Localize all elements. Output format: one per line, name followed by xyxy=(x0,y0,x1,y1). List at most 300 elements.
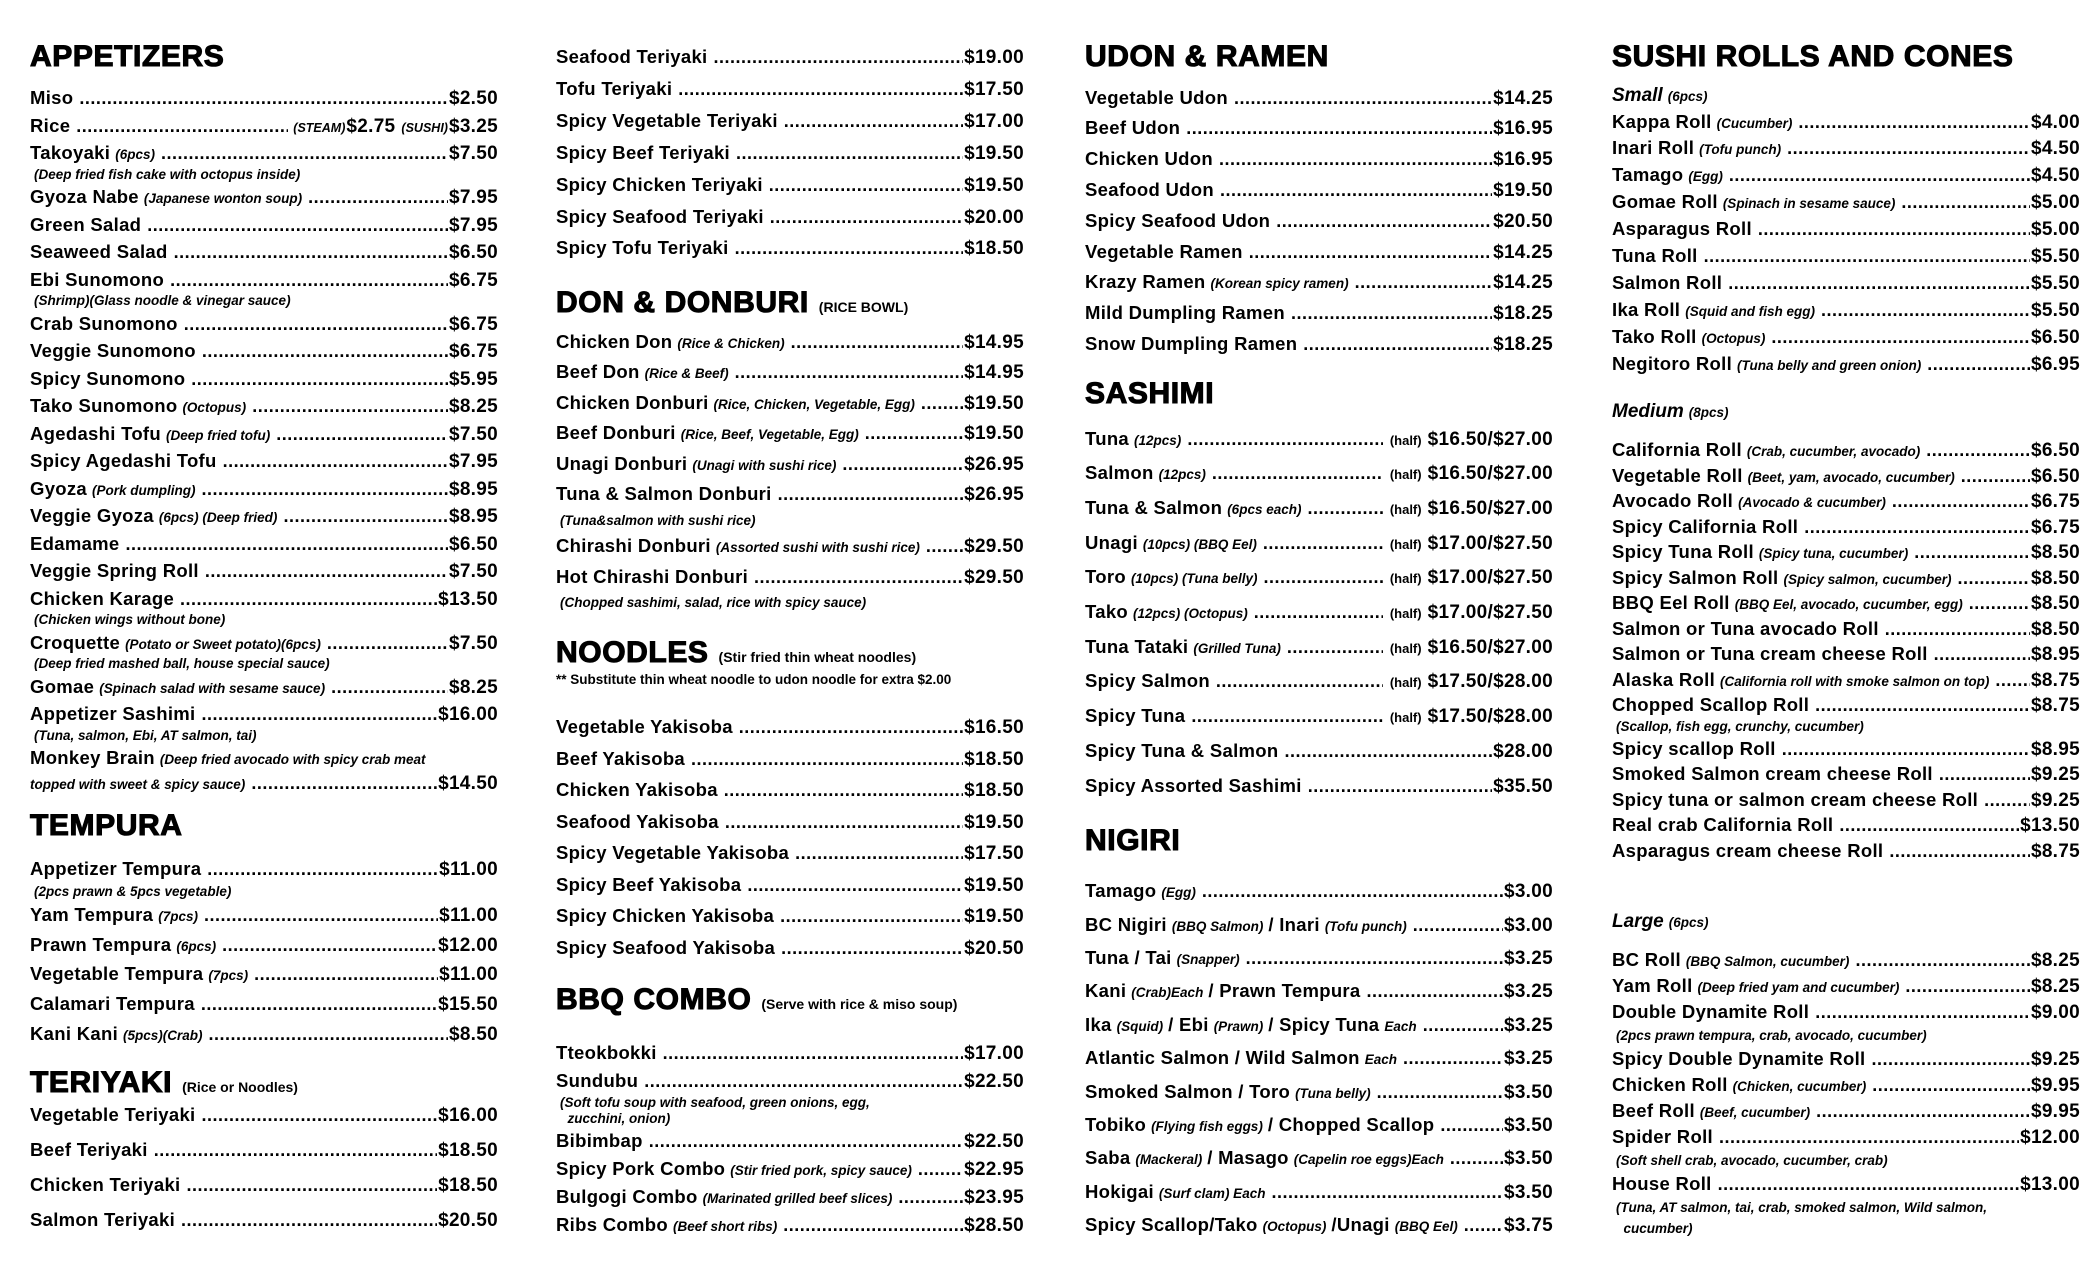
menu-item-chicken-yakisoba xyxy=(556,774,1024,806)
item-name: Spicy Double Dynamite Roll xyxy=(1612,1048,1866,1069)
menu-item-spicy-vegetable-yakisoba xyxy=(556,837,1024,869)
item-description: (Cucumber) xyxy=(1716,115,1793,131)
item-price: $17.50 xyxy=(964,78,1024,100)
item-name: Chicken Donburi xyxy=(556,391,709,413)
item-description: (10pcs) (Tuna belly) xyxy=(1130,571,1258,587)
item-list xyxy=(1612,437,2080,863)
menu-item-atlantic-salmon-wild-salmon xyxy=(1085,1041,1553,1074)
menu-item-alaska-roll xyxy=(1612,667,2080,693)
item-name: Seafood Yakisoba xyxy=(556,810,719,832)
item-price: $4.50 xyxy=(2030,165,2080,187)
item-name: Seafood Teriyaki xyxy=(556,46,708,68)
item-name: Double Dynamite Roll xyxy=(1612,1001,1810,1022)
dot-leader xyxy=(126,531,448,558)
item-name: Asparagus Roll xyxy=(1612,218,1752,240)
item-note: (Deep fried mashed ball, house special sauce) xyxy=(34,656,330,672)
menu-item-spicy-chicken-yakisoba xyxy=(556,900,1024,932)
item-price: $17.50/$28.00 xyxy=(1427,706,1553,728)
item-name: BC Roll xyxy=(1612,949,1681,970)
item-description: (Tofu punch) xyxy=(1699,142,1782,158)
item-description: (Egg) xyxy=(1161,885,1196,901)
item-note: (Tuna, salmon, Ebi, AT salmon, tai) xyxy=(34,727,257,743)
item-name: Salmon or Tuna avocado Roll xyxy=(1612,617,1879,639)
menu-item-tteokbokki xyxy=(556,1039,1024,1067)
item-price: $17.00/$27.50 xyxy=(1427,602,1553,624)
menu-item-spicy-california-roll xyxy=(1612,514,2080,540)
item-description: (6pcs) xyxy=(115,147,155,163)
dot-leader xyxy=(202,476,448,503)
menu-item-bibimbap xyxy=(556,1127,1024,1155)
menu-item-beef-yakisoba xyxy=(556,743,1024,775)
dot-leader xyxy=(76,113,288,140)
dot-leader xyxy=(79,85,448,112)
dot-leader xyxy=(747,870,963,901)
dot-leader xyxy=(725,807,963,838)
dot-leader xyxy=(1728,270,2030,297)
item-name: Spicy Chicken Yakisoba xyxy=(556,905,775,927)
dot-leader xyxy=(170,267,448,294)
item-price: $7.50 xyxy=(448,423,498,445)
item-name: Spicy Vegetable Yakisoba xyxy=(556,842,790,864)
dot-leader xyxy=(1276,206,1492,237)
item-price: $5.95 xyxy=(448,368,498,390)
item-name: Toro xyxy=(1085,566,1126,588)
dot-leader xyxy=(1186,113,1492,144)
item-description: (Octopus) xyxy=(1262,1219,1327,1235)
item-description: (BBQ Salmon, cucumber) xyxy=(1685,954,1850,969)
menu-item-tuna-salmon-donburi xyxy=(556,479,1024,510)
item-description: (12pcs) (Octopus) xyxy=(1133,606,1248,622)
item-price: $22.50 xyxy=(964,1071,1024,1092)
item-name: Salmon Teriyaki xyxy=(30,1208,176,1230)
price-label: (half) xyxy=(1389,606,1422,622)
item-price: $18.25 xyxy=(1493,333,1553,355)
menu-item-spicy-tofu-teriyaki xyxy=(556,232,1024,264)
price-label: (SUSHI) xyxy=(401,120,448,135)
item-description: (Rice & Chicken) xyxy=(677,335,785,351)
item-price: $5.50 xyxy=(2030,272,2080,294)
menu-item-spicy-pork-combo xyxy=(556,1155,1024,1183)
item-price: $16.95 xyxy=(1493,118,1553,140)
item-name: Veggie Sunomono xyxy=(30,340,196,362)
item-price: $9.25 xyxy=(2030,764,2080,786)
menu-item-ika-roll xyxy=(1612,297,2080,324)
dot-leader xyxy=(201,990,437,1019)
item-price: $14.50 xyxy=(438,772,498,794)
menu-item-salmon-or-tuna-cream-cheese-roll xyxy=(1612,641,2080,667)
item-name: Spicy Tofu Teriyaki xyxy=(556,237,729,259)
dot-leader xyxy=(1303,329,1492,360)
item-price: $11.00 xyxy=(439,905,498,927)
item-list xyxy=(1085,874,1553,1241)
item-name: Bibimbap xyxy=(556,1130,643,1151)
item-description: (Beef short ribs) xyxy=(672,1219,778,1234)
menu-item-vegetable-udon xyxy=(1085,83,1553,114)
item-name: Edamame xyxy=(30,532,120,554)
item-name: Gomae Roll xyxy=(1612,191,1718,213)
dot-leader xyxy=(1271,1176,1503,1208)
dot-leader xyxy=(1291,298,1492,329)
menu-item-spicy-scallop-tako xyxy=(1085,1208,1553,1241)
item-name: Spicy Salmon Roll xyxy=(1612,566,1779,588)
item-description: (Crab)Each xyxy=(1131,985,1204,1001)
menu-item-beef-don xyxy=(556,357,1024,388)
item-price: $14.25 xyxy=(1493,87,1553,109)
item-price: $8.25 xyxy=(2030,976,2080,997)
item-list xyxy=(1612,947,2080,1239)
item-name: Kani xyxy=(1085,980,1127,1002)
dot-leader xyxy=(783,1211,963,1239)
dot-leader xyxy=(308,184,448,211)
size-label: Small xyxy=(1612,85,1663,106)
price-label: (half) xyxy=(1389,710,1422,726)
dot-leader xyxy=(147,212,448,239)
item-name: Chirashi Donburi xyxy=(556,535,711,557)
dot-leader xyxy=(1885,617,2030,642)
item-name: Beef Yakisoba xyxy=(556,747,686,769)
item-name: Calamari Tempura xyxy=(30,992,195,1014)
section-title: NOODLES xyxy=(556,636,709,669)
dot-leader xyxy=(1804,515,2030,540)
item-name: Chicken Teriyaki xyxy=(30,1173,181,1195)
item-description: (6pcs each) xyxy=(1227,502,1302,518)
item-name: Green Salad xyxy=(30,213,142,235)
dot-leader xyxy=(1249,237,1492,268)
dot-leader xyxy=(184,311,448,338)
item-price: $9.95 xyxy=(2030,1075,2080,1096)
item-description: (Octopus) xyxy=(1701,330,1766,346)
menu-item-spicy-beef-yakisoba xyxy=(556,869,1024,901)
section-heading-noodles xyxy=(556,633,916,673)
menu-item-spicy-tuna-or-salmon-cream-cheese-roll xyxy=(1612,787,2080,813)
menu-item-asparagus-roll xyxy=(1612,216,2080,243)
menu-item-kappa-roll xyxy=(1612,109,2080,136)
item-description: Each xyxy=(1364,1052,1398,1068)
item-price: $22.50 xyxy=(964,1131,1024,1152)
item-price: $8.50 xyxy=(2030,618,2080,640)
dot-leader xyxy=(780,901,963,932)
item-price: $4.50 xyxy=(2030,138,2080,160)
dot-leader xyxy=(1855,947,2030,973)
menu-item-vegetable-roll xyxy=(1612,463,2080,489)
item-price: $26.95 xyxy=(964,453,1024,475)
item-note: (Deep fried fish cake with octopus inside) xyxy=(34,166,301,182)
item-name: Ebi Sunomono xyxy=(30,268,165,290)
item-name: Vegetable Teriyaki xyxy=(30,1103,196,1125)
item-description: (Marinated grilled beef slices) xyxy=(702,1191,893,1206)
dot-leader xyxy=(1934,642,2030,667)
dot-leader xyxy=(1958,566,2030,591)
item-note: (2pcs prawn & 5pcs vegetable) xyxy=(34,883,232,899)
section-heading-tempura xyxy=(30,806,183,846)
item-description: (Prawn) xyxy=(1213,1018,1264,1034)
item-name: Spicy Chicken Teriyaki xyxy=(556,173,763,195)
item-name: Vegetable Ramen xyxy=(1085,240,1243,262)
item-price: $3.25 xyxy=(1503,1048,1553,1070)
item-price: $6.95 xyxy=(2030,353,2080,375)
dot-leader xyxy=(842,449,963,480)
item-note: (Chopped sashimi, salad, rice with spicy sauce) xyxy=(560,595,867,611)
price-label: (STEAM) xyxy=(293,120,346,135)
item-name: / Prawn Tempura xyxy=(1208,980,1361,1002)
item-name: Inari Roll xyxy=(1612,137,1695,159)
menu-item-gyoza xyxy=(30,475,498,503)
item-name: Spicy Seafood Udon xyxy=(1085,209,1271,231)
item-price: $6.50 xyxy=(448,242,498,264)
item-name: Crab Sunomono xyxy=(30,312,178,334)
section-note: ** Substitute thin wheat noodle to udon noodle for extra $2.00 xyxy=(556,672,952,687)
item-price: $20.50 xyxy=(964,937,1024,959)
size-label: Medium xyxy=(1612,401,1684,422)
item-list xyxy=(556,327,1024,614)
item-name: Spicy scallop Roll xyxy=(1612,737,1776,759)
menu-item-beef-teriyaki xyxy=(30,1132,498,1167)
menu-item-spicy-beef-teriyaki xyxy=(556,137,1024,169)
item-price: $18.50 xyxy=(964,238,1024,260)
dot-leader xyxy=(791,327,963,358)
section-title: DON & DONBURI xyxy=(556,286,809,319)
menu-item-beef-roll xyxy=(1612,1098,2080,1124)
dot-leader xyxy=(1355,267,1493,298)
menu-item-chopped-scallop-roll xyxy=(1612,692,2080,718)
menu-item-asparagus-cream-cheese-roll xyxy=(1612,838,2080,864)
section-heading-bbq-combo xyxy=(556,980,957,1020)
dot-leader xyxy=(223,448,448,475)
item-name: Alaska Roll xyxy=(1612,668,1716,690)
dot-leader xyxy=(1787,135,2030,162)
item-name: Chicken Udon xyxy=(1085,148,1213,170)
item-name: Veggie Spring Roll xyxy=(30,560,199,582)
item-note: (Tuna, AT salmon, tai, crab, smoked salmon, Wild salmon, xyxy=(1616,1200,1987,1215)
section-title: TEMPURA xyxy=(30,809,183,842)
price-label: (half) xyxy=(1389,675,1422,691)
dot-leader xyxy=(1704,243,2030,270)
dot-leader xyxy=(1995,668,2030,693)
item-description: (Surf clam) Each xyxy=(1158,1185,1266,1201)
menu-item-chicken-karage xyxy=(30,585,498,613)
dot-leader xyxy=(754,562,963,593)
item-price: $5.50 xyxy=(2030,246,2080,267)
item-description: topped with sweet & spicy sauce) xyxy=(30,776,246,792)
item-description: (Squid and fish egg) xyxy=(1685,303,1815,319)
menu-item-spicy-scallop-roll xyxy=(1612,736,2080,762)
item-name: Ika Roll xyxy=(1612,298,1681,320)
menu-item-yam-tempura xyxy=(30,900,498,930)
dot-leader xyxy=(209,1020,448,1049)
price-label: (half) xyxy=(1389,467,1422,483)
item-price: $29.50 xyxy=(964,566,1024,588)
item-name: Vegetable Roll xyxy=(1612,464,1743,486)
item-name: Chicken Yakisoba xyxy=(556,779,718,801)
menu-item-spicy-tuna xyxy=(1085,699,1553,734)
item-description: (Rice, Beef, Vegetable, Egg) xyxy=(680,427,859,443)
item-price: $12.00 xyxy=(2020,1127,2080,1148)
item-price: $14.25 xyxy=(1493,272,1553,294)
item-description: (Avocado & cucumber) xyxy=(1738,495,1886,511)
menu-item-bc-nigiri xyxy=(1085,908,1553,941)
dot-leader xyxy=(283,503,448,530)
item-description: (Spicy salmon, cucumber) xyxy=(1783,571,1952,587)
section-title: TERIYAKI xyxy=(30,1066,173,1099)
item-name: Tuna & Salmon Donburi xyxy=(556,483,772,505)
item-list xyxy=(30,854,498,1048)
dot-leader xyxy=(1254,595,1383,630)
item-price: $9.25 xyxy=(2030,789,2080,811)
item-description: (California roll with smoke salmon on top) xyxy=(1720,673,1990,689)
item-price: $13.50 xyxy=(438,588,498,610)
item-description: (12pcs) xyxy=(1134,432,1182,448)
item-price: $14.25 xyxy=(1493,241,1553,263)
dot-leader xyxy=(735,357,963,388)
menu-item-chirashi-donburi xyxy=(556,531,1024,562)
item-price: $7.50 xyxy=(448,561,498,583)
item-price: $8.50 xyxy=(448,1023,498,1045)
item-description: (Flying fish eggs) xyxy=(1151,1119,1263,1135)
item-price: $7.50 xyxy=(448,632,498,654)
item-description: (Beet, yam, avocado, cucumber) xyxy=(1747,469,1955,485)
menu-item-kani xyxy=(1085,974,1553,1007)
dot-leader xyxy=(781,933,963,964)
item-price: $5.50 xyxy=(2030,299,2080,321)
item-price: $16.00 xyxy=(438,1104,498,1126)
item-name: Tako Roll xyxy=(1612,325,1697,347)
item-name: Gyoza Nabe xyxy=(30,186,139,208)
dot-leader xyxy=(865,418,963,449)
item-name: Vegetable Tempura xyxy=(30,963,204,985)
item-name: Beef Teriyaki xyxy=(30,1138,148,1160)
item-price: $6.75 xyxy=(2030,491,2080,513)
section-title: NIGIRI xyxy=(1085,824,1181,857)
size-group-label-small xyxy=(1612,84,1707,109)
item-name: Tteokbokki xyxy=(556,1042,657,1063)
item-name: BC Nigiri xyxy=(1085,913,1167,935)
dot-leader xyxy=(161,140,448,167)
menu-item-spicy-salmon-roll xyxy=(1612,565,2080,591)
item-price: $3.25 xyxy=(1503,1014,1553,1036)
item-name: Tako xyxy=(1085,601,1129,623)
menu-item-hot-chirashi-donburi xyxy=(556,562,1024,593)
item-price: $17.00 xyxy=(964,110,1024,132)
dot-leader xyxy=(1464,1209,1503,1241)
item-price: $16.95 xyxy=(1493,149,1553,171)
menu-item-spicy-double-dynamite-roll xyxy=(1612,1046,2080,1072)
item-name: Yam Roll xyxy=(1612,975,1693,996)
item-name: Spicy Seafood Yakisoba xyxy=(556,936,776,958)
item-description: (Crab, cucumber, avocado) xyxy=(1746,444,1921,460)
item-description: (Octopus) xyxy=(182,400,247,416)
item-price: $5.00 xyxy=(2030,192,2080,214)
item-name: Croquette xyxy=(30,631,121,653)
item-description: (7pcs) xyxy=(208,968,249,984)
menu-item-spicy-sunomono xyxy=(30,365,498,393)
item-description: (Tuna belly) xyxy=(1295,1085,1371,1101)
item-note: (Scallop, fish egg, crunchy, cucumber) xyxy=(1616,718,1864,734)
item-price: $16.50/$27.00 xyxy=(1427,428,1553,450)
menu-item-spicy-assorted-sashimi xyxy=(1085,769,1553,804)
menu-item-salmon-teriyaki xyxy=(30,1202,498,1237)
item-description: (Egg) xyxy=(1688,169,1723,185)
item-name: / Chopped Scallop xyxy=(1267,1114,1435,1136)
dot-leader xyxy=(898,1183,963,1211)
item-description: (7pcs) xyxy=(158,909,199,925)
section-heading-udon-ramen xyxy=(1085,37,1329,77)
menu-item-california-roll xyxy=(1612,437,2080,463)
item-price: $23.95 xyxy=(964,1187,1024,1208)
item-name: Unagi Donburi xyxy=(556,452,688,474)
menu-item-gomae-roll xyxy=(1612,189,2080,216)
item-name: Chicken Roll xyxy=(1612,1074,1728,1095)
item-name: Chopped Scallop Roll xyxy=(1612,694,1810,716)
section-heading-sashimi xyxy=(1085,374,1214,414)
menu-item-mild-dumpling-ramen xyxy=(1085,298,1553,329)
item-name: Vegetable Yakisoba xyxy=(556,716,733,738)
dot-leader xyxy=(1969,591,2030,616)
menu-item-spicy-tuna-salmon xyxy=(1085,734,1553,769)
item-description: (Spinach salad with sesame sauce) xyxy=(99,680,326,696)
item-description: (10pcs) (BBQ Eel) xyxy=(1142,536,1257,552)
item-name: Krazy Ramen xyxy=(1085,271,1206,293)
item-description: (Deep fried avocado with spicy crab meat xyxy=(159,752,426,768)
item-description: (Beef, cucumber) xyxy=(1699,1105,1811,1120)
item-name: Hot Chirashi Donburi xyxy=(556,565,749,587)
item-description: (Capelin roe eggs)Each xyxy=(1293,1152,1444,1168)
menu-item-hokigai xyxy=(1085,1175,1553,1208)
item-price: $18.50 xyxy=(438,1174,498,1196)
dot-leader xyxy=(1914,540,2030,565)
dot-leader xyxy=(207,855,438,884)
item-name: Tako Sunomono xyxy=(30,395,178,417)
menu-item-vegetable-tempura xyxy=(30,959,498,989)
item-price: $3.00 xyxy=(1503,881,1553,903)
dot-leader xyxy=(1872,1072,2030,1098)
item-price: $8.50 xyxy=(2030,593,2080,615)
item-name: Gomae xyxy=(30,675,95,697)
item-description: Each xyxy=(1384,1018,1417,1034)
item-list xyxy=(30,1097,498,1237)
item-price: $8.95 xyxy=(2030,738,2080,760)
item-list xyxy=(1612,109,2080,378)
item-price: $8.95 xyxy=(2030,644,2080,666)
item-note: (Shrimp)(Glass noodle & vinegar sauce) xyxy=(34,293,291,309)
item-name: Chicken Karage xyxy=(30,587,175,609)
price-label: (half) xyxy=(1389,571,1422,587)
item-name: Beef Roll xyxy=(1612,1100,1695,1121)
menu-item-tuna-tai xyxy=(1085,941,1553,974)
menu-item-appetizer-sashimi xyxy=(30,700,498,728)
menu-item-avocado-roll xyxy=(1612,488,2080,514)
dot-leader xyxy=(713,42,963,73)
item-name: Spicy Beef Yakisoba xyxy=(556,873,742,895)
item-description: (Chicken, cucumber) xyxy=(1732,1079,1867,1094)
item-description: (BBQ Salmon) xyxy=(1171,918,1264,934)
section-heading-don-donburi xyxy=(556,283,908,323)
menu-item-seaweed-salad xyxy=(30,238,498,266)
item-price: $3.75 xyxy=(1503,1215,1553,1237)
item-name: Ika xyxy=(1085,1013,1112,1035)
menu-item-spicy-seafood-yakisoba xyxy=(556,932,1024,964)
size-group-label-medium xyxy=(1612,400,1729,425)
dot-leader xyxy=(1872,1046,2030,1072)
item-price: $6.50 xyxy=(2030,326,2080,348)
item-name: Veggie Gyoza xyxy=(30,505,154,527)
item-price: $3.25 xyxy=(1503,981,1553,1003)
item-name: Spicy tuna or salmon cream cheese Roll xyxy=(1612,788,1979,810)
item-name: Tamago xyxy=(1085,880,1157,902)
item-name: Tuna Roll xyxy=(1612,245,1698,266)
item-name: Seafood Udon xyxy=(1085,178,1214,200)
dot-leader xyxy=(201,1098,437,1132)
dot-leader xyxy=(204,901,438,930)
